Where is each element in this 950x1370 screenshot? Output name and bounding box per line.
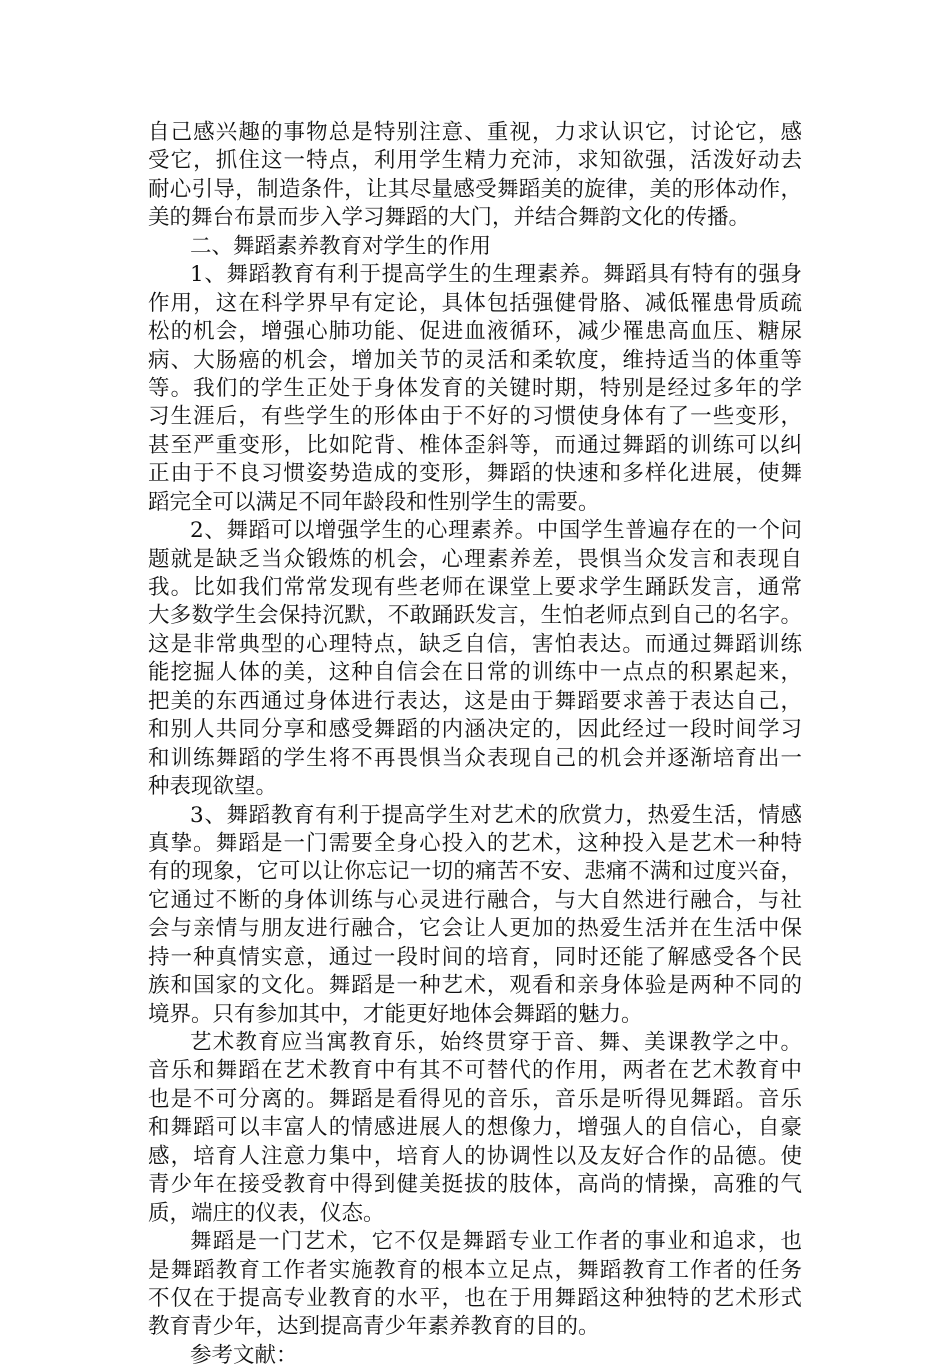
text-line: 不仅在于提高专业教育的水平，也在于用舞蹈这种独特的艺术形式 <box>148 1285 802 1311</box>
text-line: 种表现欲望。 <box>148 774 278 800</box>
text-line: 持一种真情实意，通过一段时间的培育，同时还能了解感受各个民 <box>148 944 802 970</box>
text-line: 族和国家的文化。舞蹈是一种艺术，观看和亲身体验是两种不同的 <box>148 973 802 999</box>
text-line: 正由于不良习惯姿势造成的变形，舞蹈的快速和多样化进展，使舞 <box>148 461 802 487</box>
text-line: 舞蹈是一门艺术，它不仅是舞蹈专业工作者的事业和追求，也 <box>190 1229 802 1255</box>
text-line: 病、大肠癌的机会，增加关节的灵活和柔软度，维持适当的体重等 <box>148 347 802 373</box>
text-line: 作用，这在科学界早有定论，具体包括强健骨胳、减低罹患骨质疏 <box>148 290 802 316</box>
text-line: 我。比如我们常常发现有些老师在课堂上要求学生踊跃发言，通常 <box>148 575 802 600</box>
text-line: 它通过不断的身体训练与心灵进行融合，与大自然进行融合，与社 <box>148 887 802 913</box>
text-line: 甚至严重变形，比如陀背、椎体歪斜等，而通过舞蹈的训练可以纠 <box>148 432 802 458</box>
text-line: 艺术教育应当寓教育乐，始终贯穿于音、舞、美课教学之中。 <box>190 1030 802 1055</box>
text-line: 受它，抓住这一特点，利用学生精力充沛，求知欲强，活泼好动去 <box>148 148 802 174</box>
text-line: 会与亲情与朋友进行融合，它会让人更加的热爱生活并在生活中保 <box>148 916 802 942</box>
text-line: 境界。只有参加其中，才能更好地体会舞蹈的魅力。 <box>148 1001 643 1027</box>
text-line: 自己感兴趣的事物总是特别注意、重视，力求认识它，讨论它，感 <box>148 120 802 145</box>
paragraph <box>148 261 802 517</box>
text-line: 把美的东西通过身体进行表达，这是由于舞蹈要求善于表达自己， <box>148 688 802 714</box>
text-line: 2、舞蹈可以增强学生的心理素养。中国学生普遍存在的一个问 <box>190 518 802 544</box>
text-line: 和别人共同分享和感受舞蹈的内涵决定的，因此经过一段时间学习 <box>148 717 802 743</box>
text-line: 教育青少年，达到提高青少年素养教育的目的。 <box>148 1314 600 1340</box>
text-line: 题就是缺乏当众锻炼的机会，心理素养差，畏惧当众发言和表现自 <box>148 546 802 572</box>
text-line: 音乐和舞蹈在艺术教育中有其不可替代的作用，两者在艺术教育中 <box>148 1058 802 1084</box>
paragraph <box>148 1029 802 1228</box>
text-line: 真挚。舞蹈是一门需要全身心投入的艺术，这种投入是艺术一种特 <box>148 830 802 856</box>
text-line: 美的舞台布景而步入学习舞蹈的大门，并结合舞韵文化的传播。 <box>148 205 751 231</box>
text-line: 等。我们的学生正处于身体发育的关键时期，特别是经过多年的学 <box>148 375 802 401</box>
text-line: 3、舞蹈教育有利于提高学生对艺术的欣赏力，热爱生活，情感 <box>190 802 802 828</box>
text-line: 和训练舞蹈的学生将不再畏惧当众表现自己的机会并逐渐培育出一 <box>148 745 802 771</box>
text-line: 1、舞蹈教育有利于提高学生的生理素养。舞蹈具有特有的强身 <box>190 262 802 288</box>
text-line: 也是不可分离的。舞蹈是看得见的音乐，音乐是听得见舞蹈。音乐 <box>148 1086 802 1112</box>
document-page <box>148 119 802 1370</box>
text-line: 质，端庄的仪表，仪态。 <box>148 1200 385 1226</box>
paragraph <box>148 802 802 1030</box>
text-line: 这是非常典型的心理特点，缺乏自信，害怕表达。而通过舞蹈训练 <box>148 631 802 657</box>
text-line: 习生涯后，有些学生的形体由于不好的习惯使身体有了一些变形， <box>148 404 802 430</box>
text-line: 能挖掘人体的美，这种自信会在日常的训练中一点点的积累起来， <box>148 660 802 686</box>
paragraph <box>148 119 802 233</box>
text-line: 和舞蹈可以丰富人的情感进展人的想像力，增强人的自信心，自豪 <box>148 1115 802 1141</box>
text-line: 大多数学生会保持沉默，不敢踊跃发言，生怕老师点到自己的名字。 <box>148 603 802 629</box>
text-line: 参考文献： <box>190 1342 298 1368</box>
text-line: 松的机会，增强心肺功能、促进血液循环，减少罹患高血压、糖尿 <box>148 319 802 345</box>
text-line: 是舞蹈教育工作者实施教育的根本立足点，舞蹈教育工作者的任务 <box>148 1257 802 1283</box>
text-line: 感，培育人注意力集中，培育人的协调性以及友好合作的品德。使 <box>148 1143 802 1169</box>
text-line: 二、舞蹈素养教育对学生的作用 <box>190 233 492 259</box>
text-line: 蹈完全可以满足不同年龄段和性别学生的需要。 <box>148 489 600 515</box>
paragraph <box>148 517 802 801</box>
paragraph <box>148 1228 802 1342</box>
text-line: 青少年在接受教育中得到健美挺拔的肢体，高尚的情操，高雅的气 <box>148 1172 802 1198</box>
text-line: 有的现象，它可以让你忘记一切的痛苦不安、悲痛不满和过度兴奋， <box>148 859 802 885</box>
paragraph <box>148 233 802 261</box>
paragraph <box>148 1342 802 1370</box>
text-line: 耐心引导，制造条件，让其尽量感受舞蹈美的旋律，美的形体动作， <box>148 176 802 202</box>
